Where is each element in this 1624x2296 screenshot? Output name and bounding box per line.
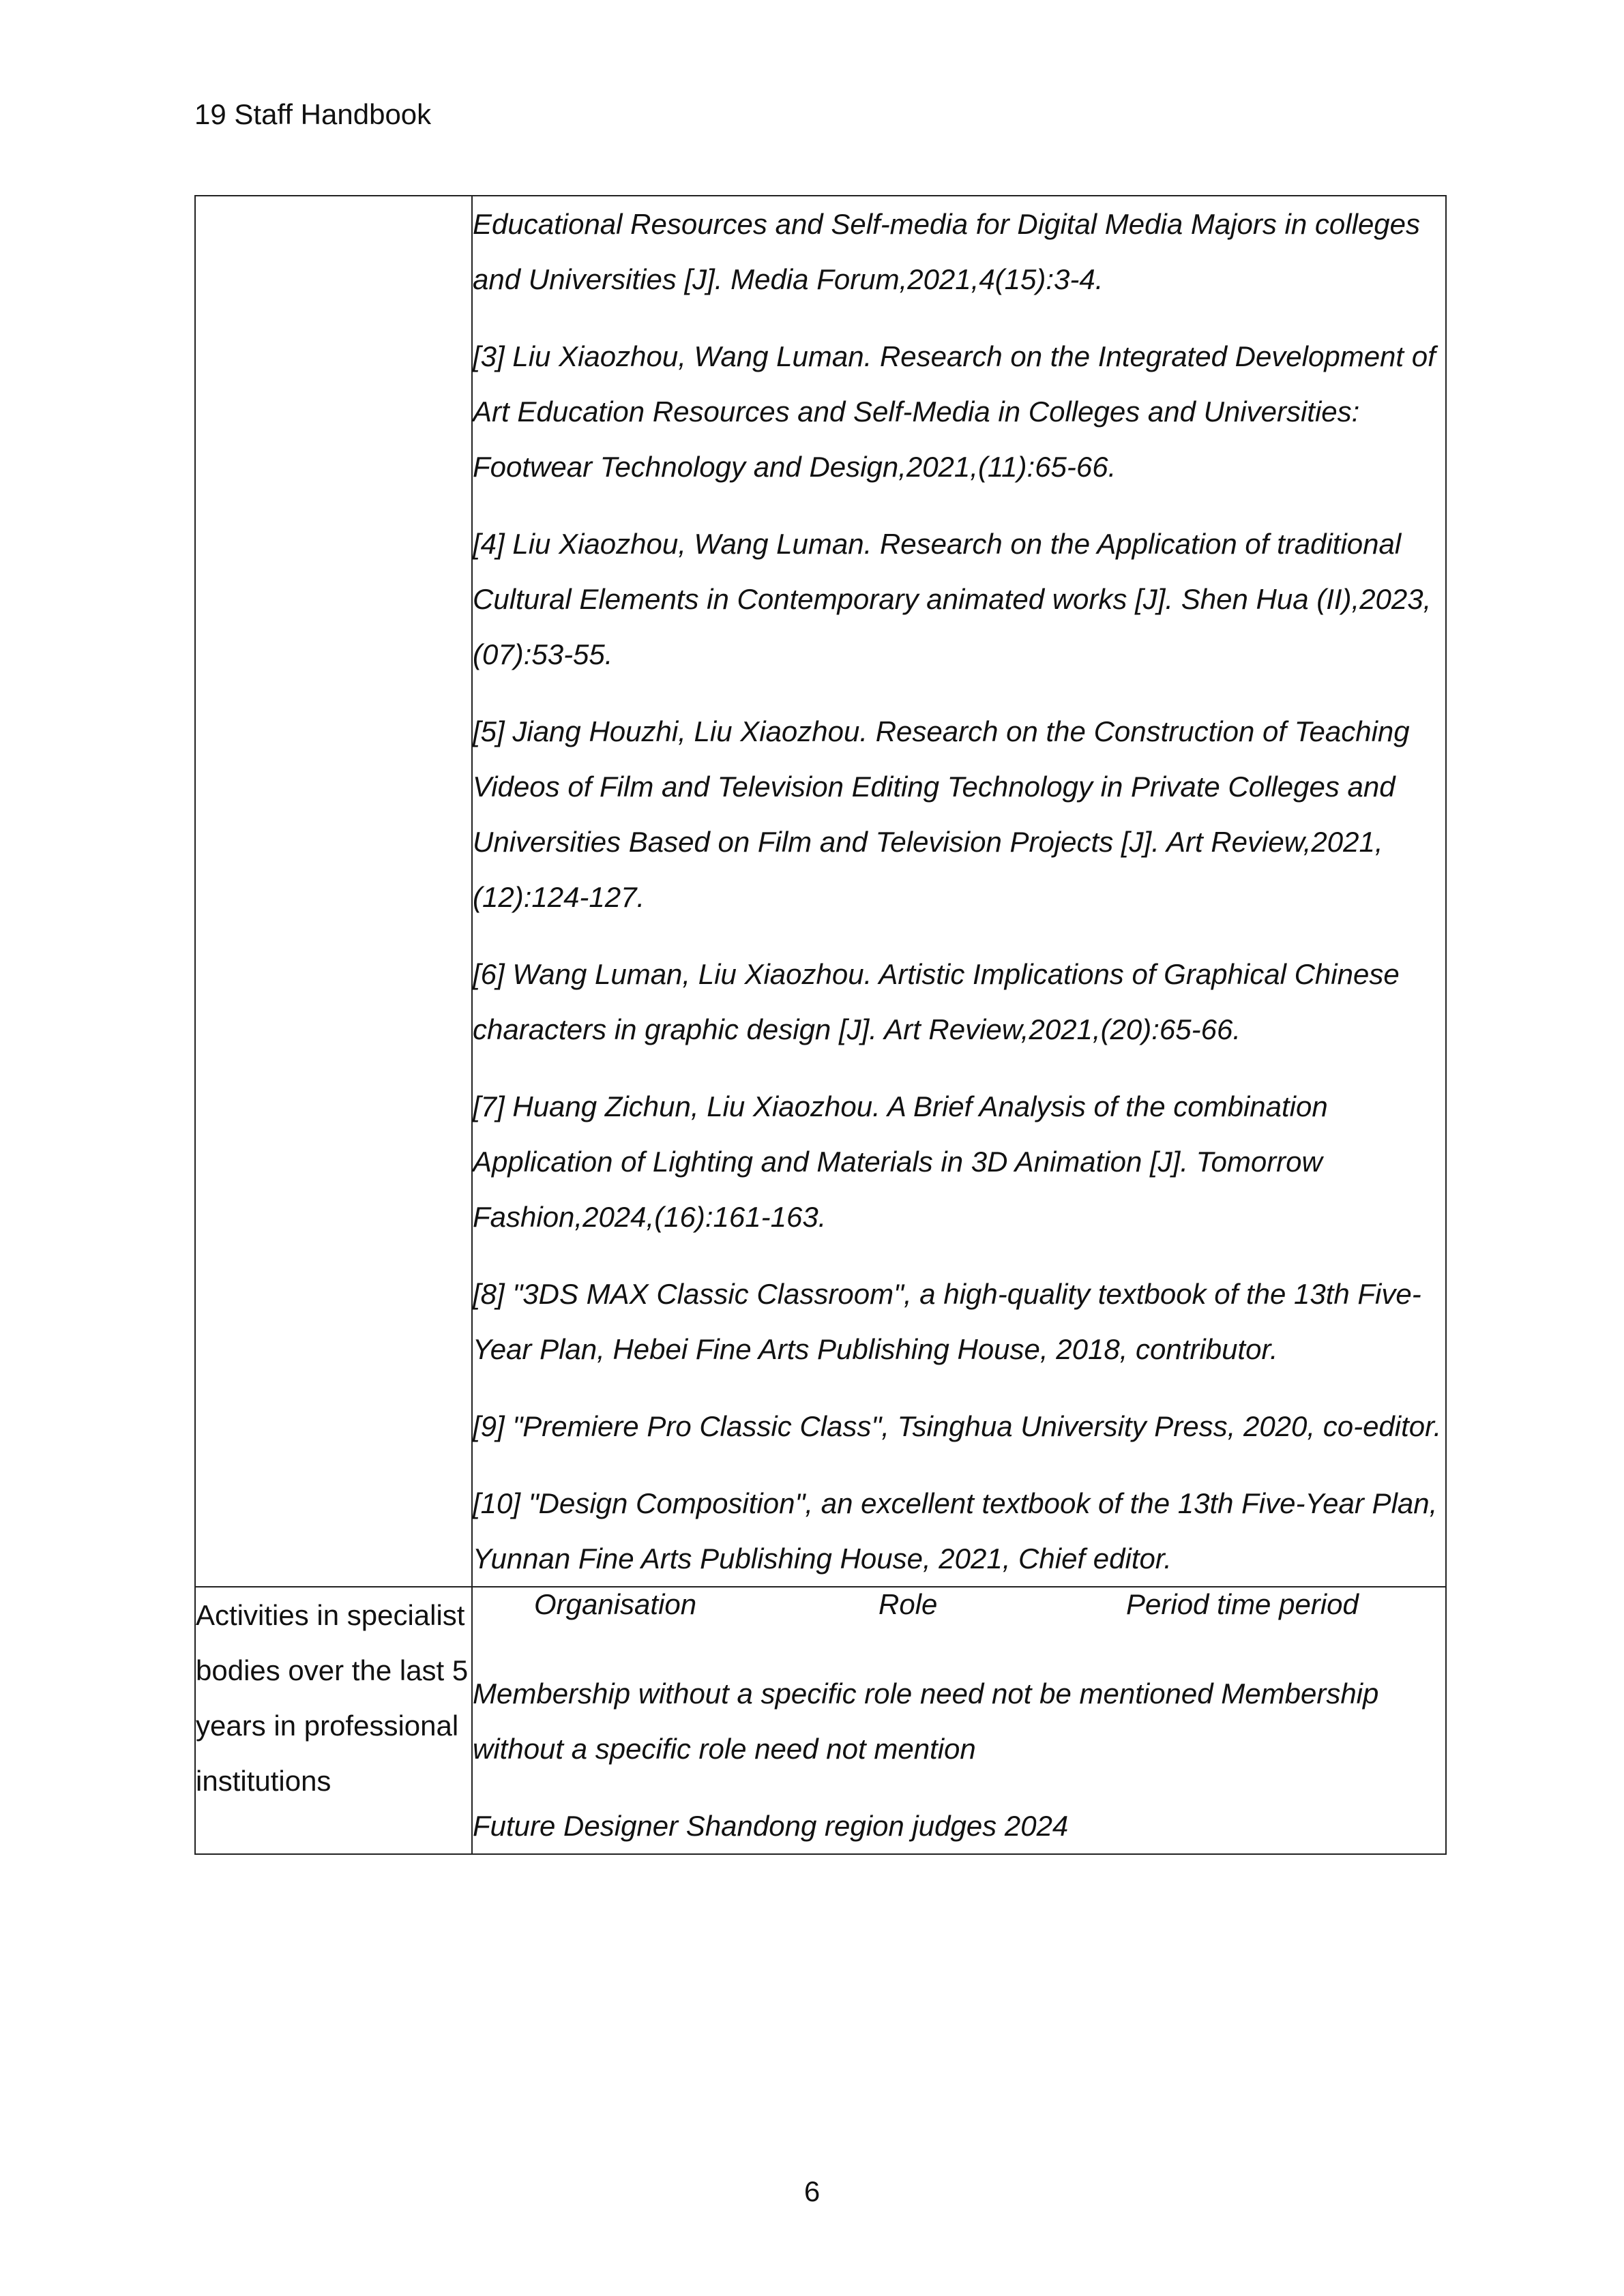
membership-note: Membership without a specific role need not be mentioned Membership without a specific role need not mention	[473, 1678, 1379, 1765]
activities-row	[195, 1587, 1446, 1854]
organisation-header: Organisation	[534, 1588, 697, 1620]
reference-item: Educational Resources and Self-media for Digital Media Majors in colleges and Universities [J]. Media Forum,2021,4(15):3-4.	[473, 208, 1421, 295]
reference-item: [3] Liu Xiaozhou, Wang Luman. Research on the Integrated Development of Art Education Resources and Self-Media in Colleges and Universities: Footwear Technology and Design,2021,(11):65-66.	[473, 340, 1436, 483]
reference-item: [10] "Design Composition", an excellent textbook of the 13th Five-Year Plan, Yunnan Fine Arts Publishing House, 2021, Chief editor.	[473, 1487, 1438, 1575]
period-header: Period time period	[1126, 1588, 1359, 1620]
reference-item: [4] Liu Xiaozhou, Wang Luman. Research on the Application of traditional Cultural Elements in Contemporary animated works [J]. Shen Hua (II),2023,(07):53-55.	[473, 528, 1432, 670]
activities-label: Activities in specialist bodies over the last 5 years in professional institutions	[195, 1587, 472, 1854]
reference-item: [9] "Premiere Pro Classic Class", Tsinghua University Press, 2020, co-editor.	[473, 1410, 1442, 1442]
reference-item: [8] "3DS MAX Classic Classroom", a high-quality textbook of the 13th Five-Year Plan, Hebei Fine Arts Publishing House, 2018, contributor.	[473, 1278, 1421, 1365]
publications-list	[472, 196, 1446, 1587]
activities-content	[472, 1587, 1446, 1854]
activity-entry: Future Designer Shandong region judges 2024	[473, 1810, 1069, 1842]
activities-column-headers	[473, 1577, 1445, 1632]
reference-item: [5] Jiang Houzhi, Liu Xiaozhou. Research on the Construction of Teaching Videos of Film and Television Editing Technology in Private Colleges and Universities Based on Film and Television Projects [J]. Art Review,2021,(12):124-127.	[473, 715, 1410, 913]
role-header: Role	[879, 1588, 938, 1620]
reference-item: [7] Huang Zichun, Liu Xiaozhou. A Brief Analysis of the combination Application of Lighting and Materials in 3D Animation [J]. Tomorrow Fashion,2024,(16):161-163.	[473, 1090, 1328, 1233]
cv-table	[194, 195, 1447, 1855]
page-number: 6	[803, 2175, 821, 2207]
page-header-title: 19 Staff Handbook	[194, 98, 432, 130]
publications-label-cell	[195, 196, 472, 1587]
publications-row	[195, 196, 1446, 1587]
reference-item: [6] Wang Luman, Liu Xiaozhou. Artistic Implications of Graphical Chinese characters in graphic design [J]. Art Review,2021,(20):65-66.	[473, 958, 1400, 1045]
